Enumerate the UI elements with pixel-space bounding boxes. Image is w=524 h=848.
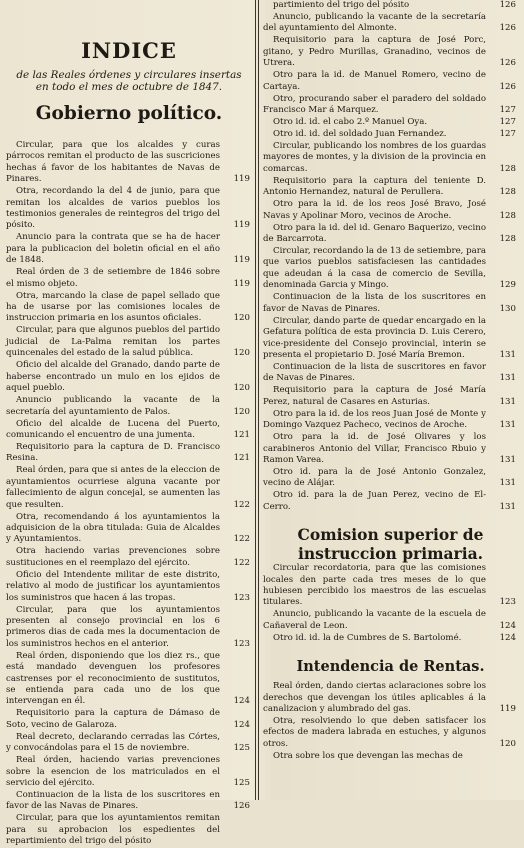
index-entry	[263, 751, 518, 762]
index-entry	[263, 609, 518, 632]
entry-page-number: 120	[233, 348, 250, 359]
entry-text: Continuacion de la lista de los suscritores en favor de las Navas de Pinares.	[6, 790, 220, 812]
entry-text: Real órden, para que si antes de la eleccion de ayuntamientos ocurriese alguna vacante por fallecimiento de algun concejal, se aumenten las que resulten.	[6, 465, 220, 510]
index-entry	[263, 681, 518, 715]
entry-text: Oficio del Intendente militar de este distrito, relativo al modo de justificar los ayuntamientos los suministros que hacen á las tropas.	[6, 569, 220, 603]
entry-text: Real órden de 3 de setiembre de 1846 sobre el mismo objeto.	[6, 267, 220, 289]
index-entry	[263, 490, 518, 513]
entry-text: Real órden, haciendo varias prevenciones sobre la esencion de los matriculados en el servicio del ejército.	[6, 755, 220, 789]
entry-page-number: 123	[233, 592, 250, 603]
entry-text: Circular, publicando los nombres de los guardas mayores de montes, y la division de la provincia en comarcas.	[263, 141, 486, 174]
entry-page-number: 121	[233, 453, 250, 464]
entry-text: Requisitorio para la captura de José María Perez, natural de Casares en Asturias.	[263, 385, 486, 407]
entry-page-number: 126	[499, 0, 516, 10]
index-entry	[6, 651, 252, 708]
entry-text: Otro para la id. de Manuel Romero, vecino de Cartaya.	[263, 70, 486, 92]
index-entry	[263, 70, 518, 93]
entry-text: partimiento del trigo del pósito	[273, 0, 410, 10]
entry-page-number: 124	[233, 696, 250, 707]
entry-text: Otra, resolviendo lo que deben satisfacer los efectos de madera labrada en estuches, y algunos otros.	[263, 716, 486, 749]
entry-page-number: 128	[499, 163, 516, 174]
index-entry	[6, 186, 252, 232]
left-sections	[6, 103, 252, 848]
index-entry	[6, 232, 252, 266]
entry-page-number: 131	[499, 501, 516, 512]
entry-text: Anuncio, publicando la vacante de la escuela de Cañaveral de Leon.	[263, 609, 486, 631]
entry-page-number: 119	[233, 174, 250, 185]
page-title: INDICE	[81, 38, 177, 63]
entry-page-number: 119	[233, 278, 250, 289]
entry-page-number: 121	[233, 429, 250, 440]
index-entry	[6, 360, 252, 394]
entry-text: Otro id. para la de José Antonio Gonzalez, vecino de Alájar.	[263, 466, 486, 489]
entry-page-number: 126	[499, 81, 516, 92]
entry-page-number: 127	[499, 117, 516, 128]
entry-page-number: 130	[499, 303, 516, 314]
entry-page-number: 120	[499, 738, 516, 749]
entry-page-number: 122	[233, 499, 250, 510]
entry-text: Continuacion de la lista de suscritores en favor de Navas de Pinares.	[263, 361, 486, 384]
entry-page-number: 122	[233, 534, 250, 545]
column-divider	[255, 0, 259, 800]
entry-text: Oficio del alcalde del Granado, dando parte de haberse encontrado un mulo en los ejidos de aquel pueblo.	[6, 360, 220, 394]
entry-text: Real decreto, declarando cerradas las Córtes, y convocándolas para el 15 de noviembre.	[6, 731, 220, 754]
section-heading: Comision superior de instruccion primaria.	[297, 525, 484, 564]
entry-page-number: 131	[499, 454, 516, 465]
index-entry	[263, 385, 518, 408]
index-entry	[6, 605, 252, 651]
entry-page-number: 131	[499, 396, 516, 407]
index-entry	[263, 362, 518, 385]
entry-page-number: 123	[499, 597, 516, 608]
entry-text: Real órden, dando ciertas aclaraciones sobre los derechos que devengan los útiles aplicables á la canalizacion y alumbrado del gas.	[263, 681, 486, 714]
right-column	[263, 0, 518, 800]
index-entry	[263, 223, 518, 246]
entry-page-number: 128	[499, 234, 516, 245]
entry-text: Circular, para que algunos pueblos del partido judicial de La-Palma remitan los partes quincenales del estado de la salud pública.	[6, 325, 220, 359]
entry-text: Circular, para que los ayuntamientos presenten al consejo provincial en los 6 primeros dias de cada mes la documentacion de los suministros hechos en el anterior.	[6, 604, 220, 649]
entry-text: Requisitorio para la captura de D. Francisco Resina.	[6, 441, 220, 464]
index-entry	[6, 395, 252, 418]
index-entry	[263, 246, 518, 292]
entry-page-number: 131	[499, 373, 516, 384]
entry-page-number: 123	[233, 638, 250, 649]
index-entry	[263, 35, 518, 69]
left-column	[6, 0, 252, 847]
index-entry	[263, 94, 518, 117]
index-entry	[263, 292, 518, 315]
entry-text: Requisitorio para la captura de Dámaso de Soto, vecino de Galaroza.	[6, 708, 220, 730]
entry-page-number: 126	[233, 801, 250, 812]
index-entry	[6, 512, 252, 546]
page-subtitle: de las Reales órdenes y circulares insertas en todo el mes de octubre de 1847.	[16, 69, 242, 93]
entry-page-number: 124	[233, 719, 250, 730]
index-entry	[263, 12, 518, 35]
entry-page-number: 120	[233, 383, 250, 394]
index-entry	[6, 732, 252, 755]
section-heading: Gobierno político.	[35, 103, 223, 124]
entry-text: Continuacion de la lista de los suscritores en favor de Navas de Pinares.	[263, 292, 486, 314]
index-entry	[6, 570, 252, 604]
entry-text: Anuncio publicando la vacante de la secretaría del ayuntamiento de Palos.	[6, 395, 220, 417]
entry-page-number: 126	[499, 58, 516, 69]
entry-page-number: 131	[499, 349, 516, 360]
index-entry	[263, 316, 518, 362]
entry-text: Circular, para que los ayuntamientos remitan para su aprobacion los espedientes del repartimiento del trigo del pósito	[6, 813, 220, 847]
index-entry	[6, 708, 252, 731]
entry-page-number: 125	[233, 743, 250, 754]
index-entry	[263, 563, 518, 609]
entry-text: Requisitorio para la captura del teniente D. Antonio Hernandez, natural de Perullera.	[263, 175, 486, 198]
index-entry	[6, 755, 252, 789]
entry-text: Circular recordatoria, para que las comisiones locales den parte cada tres meses de lo que hubiesen percibido los maestros de las escuelas titulares.	[263, 563, 486, 608]
index-entry	[263, 0, 518, 11]
entry-page-number: 124	[499, 620, 516, 631]
entry-text: Otro para la id. de José Olivares y los carabineros Antonio del Villar, Francisco Rbuio y Ramon Varea.	[263, 432, 486, 465]
entry-page-number: 119	[233, 220, 250, 231]
entry-text: Otro, procurando saber el paradero del soldado Francisco Mar á Marquez.	[263, 93, 486, 116]
entry-page-number: 131	[499, 420, 516, 431]
entry-text: Otra sobre los que devengan las mechas de	[273, 750, 463, 761]
index-entry	[263, 176, 518, 199]
index-entry	[6, 465, 252, 511]
entry-text: Otro id. para la de Juan Perez, vecino de El-Cerro.	[263, 490, 486, 512]
entry-page-number: 126	[499, 23, 516, 34]
entry-text: Circular, dando parte de quedar encargado en la Gefatura política de esta provincia D. Luis Cerero, vice-presidente del Consejo provincial, interin se presenta el propietario D. José María Bremon.	[263, 315, 486, 360]
entry-text: Otro para la id. de los reos Juan José de Monte y Domingo Vazquez Pacheco, vecinos de Aroche.	[263, 408, 486, 431]
index-entry	[263, 117, 518, 128]
entry-text: Otro id. id. del soldado Juan Fernandez.	[273, 129, 447, 140]
index-entry	[263, 141, 518, 175]
index-entry	[6, 267, 252, 290]
entry-text: Otra, recomendando á los ayuntamientos la adquisicion de la obra titulada: Guia de Alcaldes y Ayuntamientos.	[6, 511, 220, 545]
entry-page-number: 129	[499, 280, 516, 291]
entry-page-number: 131	[499, 478, 516, 489]
entry-text: Anuncio, publicando la vacante de la secretaría del ayuntamiento del Almonte.	[263, 12, 486, 34]
entry-text: Oficio del alcalde de Lucena del Puerto, comunicando el encuentro de una jumenta.	[6, 418, 220, 440]
index-entry	[6, 419, 252, 442]
index-entry	[263, 467, 518, 490]
index-entry	[6, 325, 252, 359]
entry-page-number: 127	[499, 129, 516, 140]
entry-text: Otra haciendo varias prevenciones sobre sustituciones en el reemplazo del ejército.	[6, 546, 220, 568]
index-entry	[263, 409, 518, 432]
entry-page-number: 125	[233, 778, 250, 789]
entry-text: Circular, para que los alcaldes y curas párrocos remitan el producto de las suscriciones hechas á favor de los habitantes de Navas de Pinares.	[6, 140, 220, 185]
entry-page-number: 119	[233, 255, 250, 266]
entry-text: Anuncio para la contrata que se ha de hacer para la publicacion del boletin oficial en el año de 1848.	[6, 232, 220, 266]
index-entry	[263, 199, 518, 222]
index-entry	[263, 716, 518, 750]
entry-text: Otra, marcando la clase de papel sellado que ha de usarse por las comisiones locales de instruccion primaria en los asuntos oficiales.	[6, 290, 220, 324]
entry-page-number: 124	[499, 632, 516, 643]
index-entry	[263, 432, 518, 466]
entry-text: Circular, recordando la de 13 de setiembre, para que varios pueblos satisfaciesen las cantidades que adeudan á la casa de comercio de Sevilla, denominada Garcia y Mingo.	[263, 246, 486, 291]
entry-page-number: 127	[499, 105, 516, 116]
entry-page-number: 120	[233, 406, 250, 417]
index-entry	[6, 291, 252, 325]
entry-text: Requisitorio para la captura de José Porc, gitano, y Pedro Murillas, Granadino, vecinos de Utrera.	[263, 35, 486, 69]
index-entry	[6, 140, 252, 186]
index-entry	[263, 633, 518, 644]
index-entry	[6, 790, 252, 813]
entry-page-number: 128	[499, 187, 516, 198]
entry-page-number: 119	[499, 704, 516, 714]
entry-page-number: 120	[233, 313, 250, 324]
entry-text: Otro para la id. del id. Genaro Baquerizo, vecino de Barcarrota.	[263, 222, 486, 245]
entry-text: Otro id. id. el cabo 2.º Manuel Oya.	[273, 117, 428, 128]
index-entry	[6, 813, 252, 847]
index-entry	[6, 546, 252, 569]
section-heading: Intendencia de Rentas.	[296, 658, 485, 676]
entry-text: Otra, recordando la del 4 de junio, para que remitan los alcaldes de varios pueblos los testimonios generales de reintegros del trigo del pósito.	[6, 186, 220, 231]
entry-page-number: 128	[499, 210, 516, 221]
right-sections	[263, 0, 518, 762]
index-entry	[6, 442, 252, 465]
entry-text: Real órden, disponiendo que los diez rs., que está mandado devenguen los profesores castrenses por el reconocimiento de sustitutos, se entienda para cada uno de los que intervengan en él.	[6, 650, 220, 707]
entry-text: Otro para la id. de los reos José Bravo, José Navas y Apolinar Moro, vecinos de Aroche.	[263, 199, 486, 221]
entry-page-number: 122	[233, 557, 250, 568]
entry-text: Otro id. id. la de Cumbres de S. Bartolomé.	[273, 632, 462, 643]
index-entry	[263, 129, 518, 140]
